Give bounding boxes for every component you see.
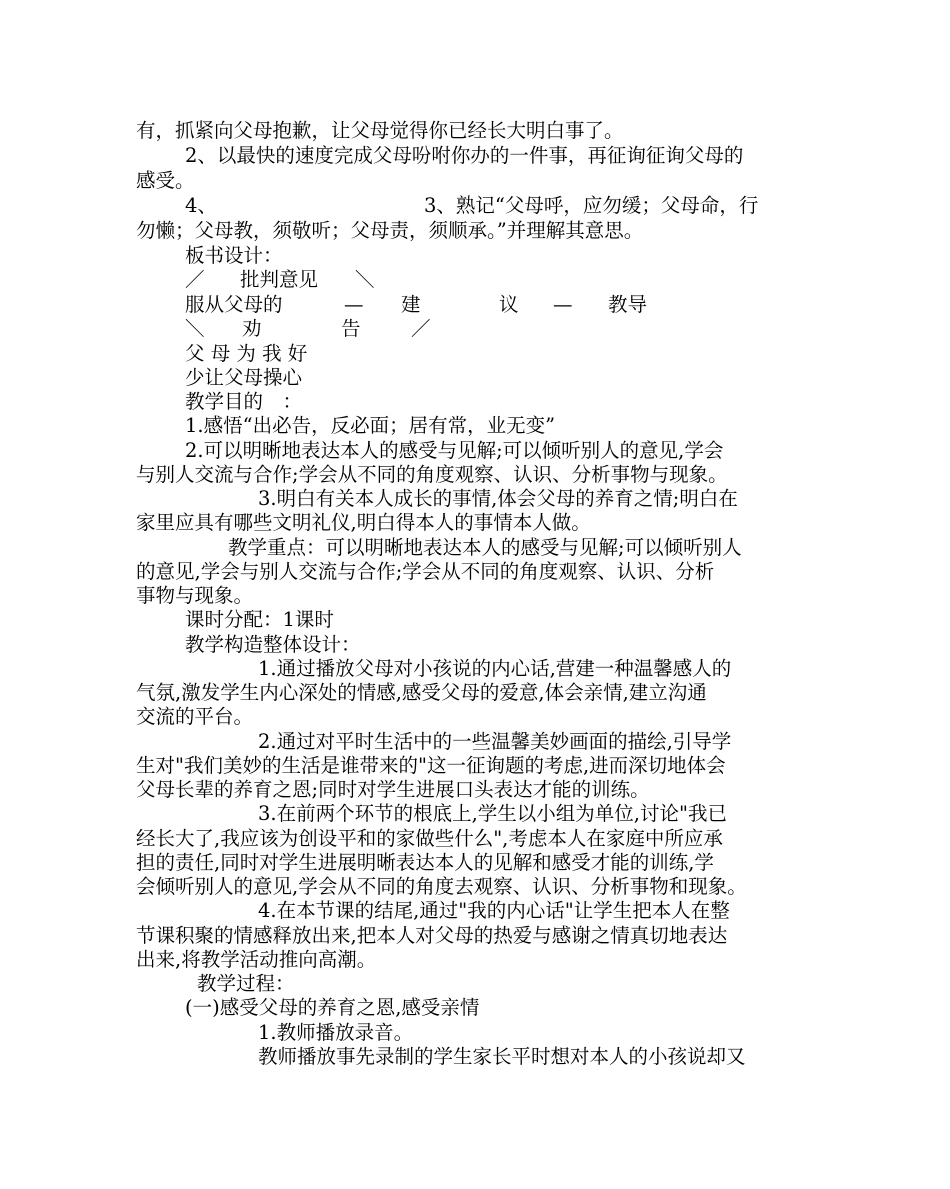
board-text: 劝 [242,317,262,340]
text-line: 3、熟记“父母呼，应勿缓；父母命，行 [424,194,759,217]
text-line: 父母长辈的养育之恩;同时对学生进展口头表达才能的训练。 [136,778,650,801]
text-line: 教师播放事先录制的学生家长平时想对本人的小孩说却又 [258,1045,746,1068]
board-text: 告 [341,317,361,340]
text-line: 家里应具有哪些文明礼仪,明白得本人的事情本人做。 [136,511,591,534]
board-slash: ／ [185,268,205,291]
text-line: 4.在本节课的结尾,通过"我的内心话"让学生把本人在整 [258,899,730,922]
board-slash: ／ [411,317,431,340]
board-dash: — [344,293,364,316]
text-line: 教学重点：可以明晰地表达本人的感受与见解;可以倾听别人 [228,536,742,559]
text-line: 的意见,学会与别人交流与合作;学会从不同的角度观察、认识、分析 [136,560,715,583]
text-line: 3.明白有关本人成长的事情,体会父母的养育之情;明白在 [258,487,738,510]
text-line: 2、以最快的速度完成父母吩咐你办的一件事，再征询征询父母的 [185,144,744,167]
board-text: 建 [401,293,421,316]
text-line: 有，抓紧向父母抱歉，让父母觉得你已经长大明白事了。 [136,119,624,142]
text-line: 节课积聚的情感释放出来,把本人对父母的热爱与感谢之情真切地表达 [136,924,728,947]
text-line: 生对"我们美妙的生活是谁带来的"这一征询题的考虑,进而深切地体会 [136,754,726,777]
text-line: 勿懒；父母教，须敬听；父母责，须顺承。”并理解其意思。 [136,219,644,242]
text-line: 感受。 [136,169,195,192]
board-text: 教导 [608,293,648,316]
text-line: 经长大了,我应该为创设平和的家做些什么",考虑本人在家庭中所应承 [136,827,723,850]
text-line: 教学构造整体设计： [185,633,361,656]
board-text: 批判意见 [240,268,319,291]
text-line: 气氛,激发学生内心深处的情感,感受父母的爱意,体会亲情,建立沟通 [136,681,707,704]
board-heading: 板书设计： [185,244,283,267]
board-dash: — [553,293,573,316]
text-line: 3.在前两个环节的根底上,学生以小组为单位,讨论"我已 [258,802,727,825]
text-line: 交流的平台。 [136,705,254,728]
text-line: 4、 [185,194,217,217]
text-line: 课时分配：1课时 [185,608,334,631]
text-line: 与别人交流与合作;学会从不同的角度观察、认识、分析事物与现象。 [136,463,728,486]
board-text: 服从父母的 [185,293,283,316]
text-line: 出来,将教学活动推向高潮。 [136,948,377,971]
text-line: 2.可以明晰地表达本人的感受与见解;可以倾听别人的意见,学会 [185,439,724,462]
text-line: 事物与现象。 [136,584,254,607]
text-line: 教学过程： [197,972,295,995]
text-line: 少让父母操心 [185,366,303,389]
text-line: 教学目的 ： [185,390,303,413]
text-line: 1.教师播放录音。 [258,1021,414,1044]
text-line: 1.感悟“出必告，反必面；居有常，业无变” [185,414,556,437]
text-line: 会倾听别人的意见,学会从不同的角度去观察、认识、分析事物和现象。 [136,875,747,898]
text-line: 2.通过对平时生活中的一些温馨美妙画面的描绘,引导学 [258,730,732,753]
text-line: 1.通过播放父母对小孩说的内心话,营建一种温馨感人的 [258,657,732,680]
board-backslash: ＼ [355,268,375,291]
text-line: 父 母 为 我 好 [185,342,308,365]
board-backslash: ＼ [185,317,205,340]
board-text: 议 [499,293,519,316]
text-line: (一)感受父母的养育之恩,感受亲情 [185,996,480,1019]
text-line: 担的责任,同时对学生进展明晰表达本人的见解和感受才能的训练,学 [136,851,714,874]
